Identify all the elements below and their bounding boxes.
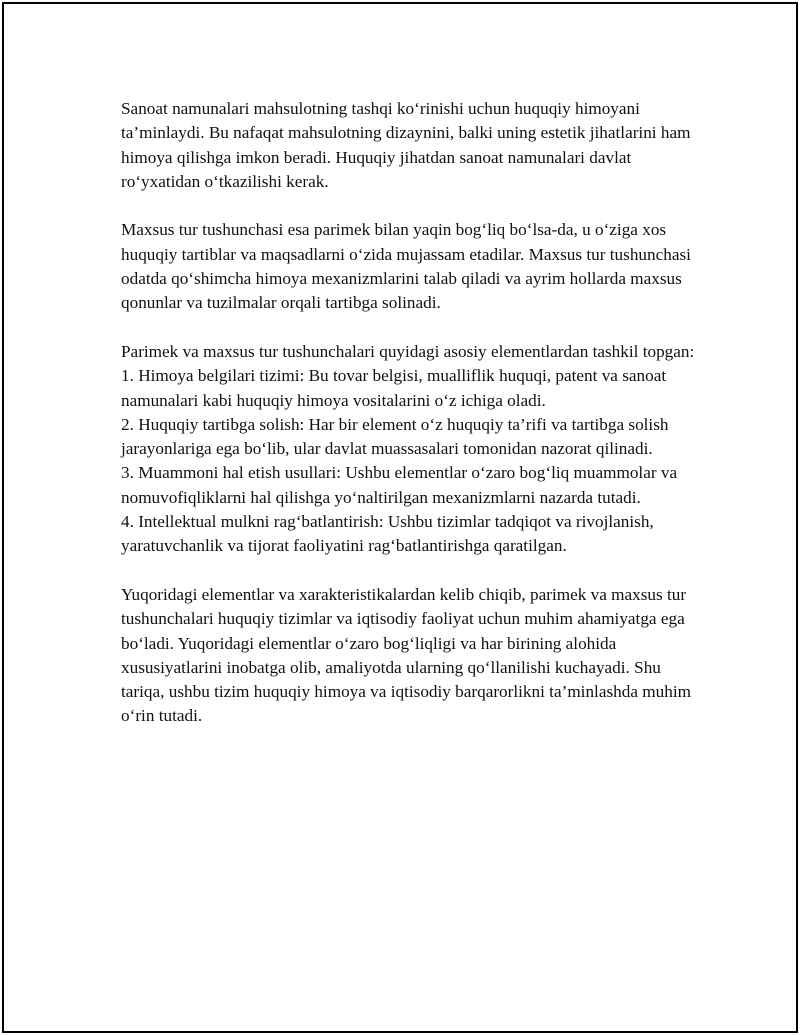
paragraph-conclusion: Yuqoridagi elementlar va xarakteristikalardan kelib chiqib, parimek va maxsus tur tushunchalari huquqiy tizimlar va iqtisodiy faoliyat uchun muhim ahamiyatga ega bo‘ladi. Yuqoridagi elementlar o‘zaro bog‘liqligi va har birining alohida xususiyatlarini inobatga olib, amaliyotda ularning qo‘llanilishi kuchayadi. Shu tariqa, ushbu tizim huquqiy himoya va iqtisodiy barqarorlikni ta’minlashda muhim o‘rin tutadi. <box>121 584 691 726</box>
list-intro: Parimek va maxsus tur tushunchalari quyidagi asosiy elementlardan tashkil topgan: <box>121 341 695 361</box>
document-body <box>121 97 701 753</box>
list-item-legal-regulation: 2. Huquqiy tartibga solish: Har bir element o‘z huquqiy ta’rifi va tartibga solish jarayonlariga ega bo‘lib, ular davlat muassasalari tomonidan nazorat qilinadi. <box>121 414 669 459</box>
list-item-problem-solving: 3. Muammoni hal etish usullari: Ushbu elementlar o‘zaro bog‘liq muammolar va nomuvofiqliklarni hal qilishga yo‘naltirilgan mexanizmlarni nazarda tutadi. <box>121 463 678 507</box>
paragraph-industrial-designs: Sanoat namunalari mahsulotning tashqi ko‘rinishi uchun huquqiy himoyani ta’minlaydi. Bu nafaqat mahsulotning dizaynini, balki uning estetik jihatlarini ham himoya qilishga imkon beradi. Huquqiy jihatdan sanoat namunalari davlat ro‘yxatidan o‘tkazilishi kerak. <box>121 99 691 191</box>
page-frame <box>2 2 798 1033</box>
paragraph-special-type: Maxsus tur tushunchasi esa parimek bilan yaqin bog‘liq bo‘lsa-da, u o‘ziga xos huquqiy tartiblar va maqsadlarni o‘zida mujassam etadilar. Maxsus tur tushunchasi odatda qo‘shimcha himoya mexanizmlarini talab qiladi va ayrim hollarda maxsus qonunlar va tuzilmalar orqali tartibga solinadi. <box>121 220 691 313</box>
list-item-ip-stimulation: 4. Intellektual mulkni rag‘batlantirish: Ushbu tizimlar tadqiqot va rivojlanish, yaratuvchanlik va tijorat faoliyatini rag‘batlantirishga qaratilgan. <box>121 512 654 556</box>
list-item-protection-marks: 1. Himoya belgilari tizimi: Bu tovar belgisi, mualliflik huquqi, patent va sanoat namunalari kabi huquqiy himoya vositalarini o‘z ichiga oladi. <box>121 366 667 410</box>
elements-section <box>121 340 701 559</box>
